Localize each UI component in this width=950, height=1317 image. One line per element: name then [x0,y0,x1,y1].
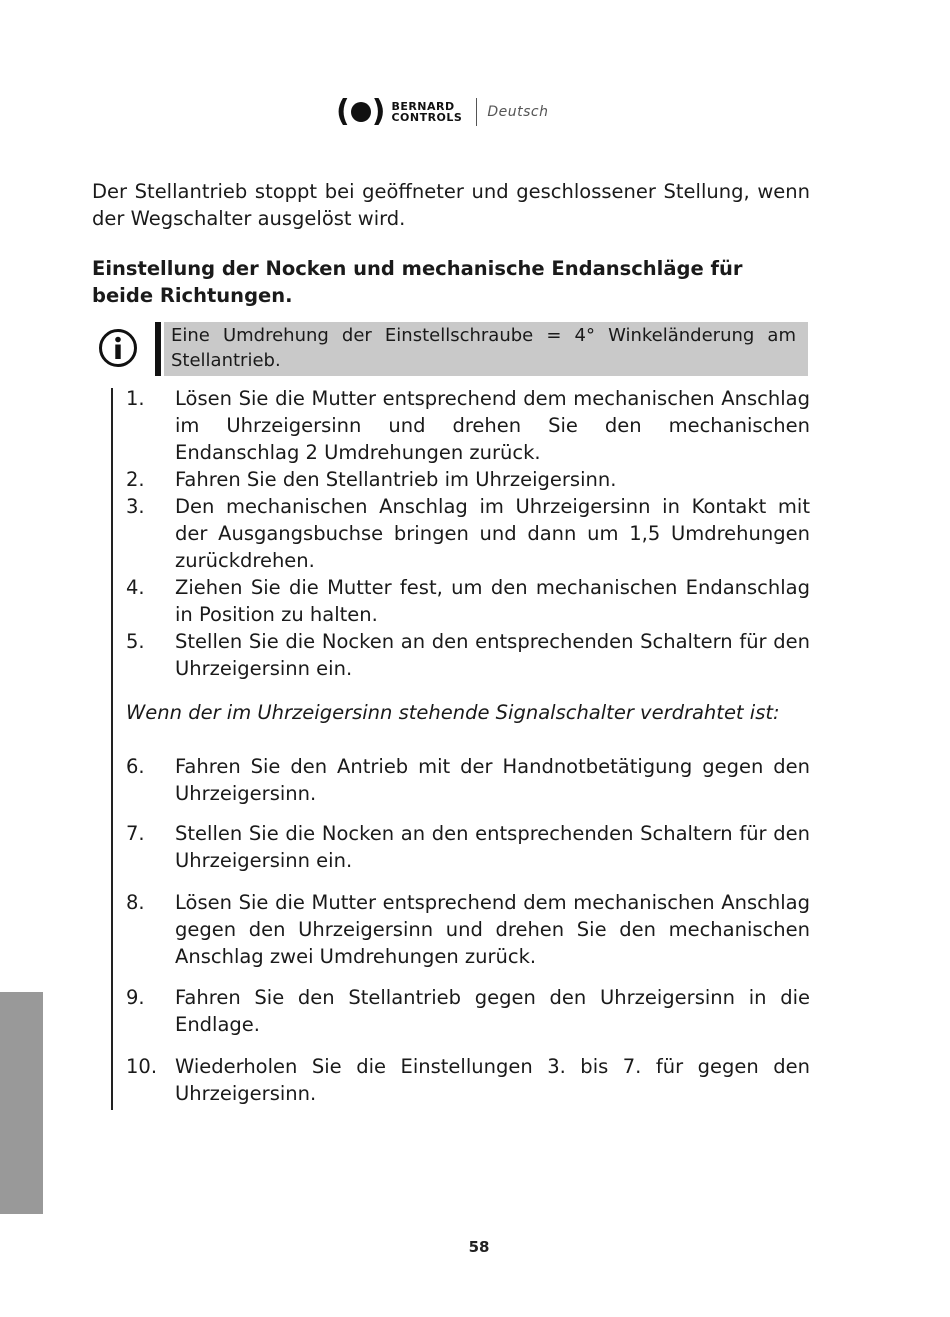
step-number: 6. [126,755,145,778]
step-text: Den mechanischen Anschlag im Uhrzeigersinn in Kontakt mit der Ausgangsbuchse bringen und dann um 1,5 Umdrehungen zurückdrehen. [175,495,810,572]
step-number: 2. [126,468,145,491]
info-note [98,322,808,376]
step-text: Ziehen Sie die Mutter fest, um den mechanischen Endanschlag in Position zu halten. [175,576,810,626]
step-text: Stellen Sie die Nocken an den entsprechenden Schaltern für den Uhrzeigersinn ein. [175,822,810,872]
bernard-controls-logo [336,94,463,129]
step-number: 4. [126,576,145,599]
step-number: 9. [126,986,145,1009]
side-tab [0,992,43,1214]
page-header [336,94,548,130]
step-number: 10. [126,1055,158,1078]
step-number: 5. [126,630,145,653]
note-text: Eine Umdrehung der Einstellschraube = 4° Winkeländerung am Stellantrieb. [164,322,808,376]
logo-line-1: BERNARD [391,100,455,113]
condition-text: Wenn der im Uhrzeigersinn stehende Signalschalter verdrahtet ist: [126,701,780,724]
logo-mark-icon: ( ) [336,94,386,129]
step-number: 1. [126,387,145,410]
logo-line-2: CONTROLS [391,111,463,124]
step-number: 7. [126,822,145,845]
step-text: Lösen Sie die Mutter entsprechend dem mechanischen Anschlag gegen den Uhrzeigersinn und drehen Sie den mechanischen Anschlag zwei Umdrehungen zurück. [175,891,810,968]
step-text: Fahren Sie den Stellantrieb im Uhrzeigersinn. [175,468,617,491]
header-divider [476,98,477,126]
info-icon [98,328,138,368]
page-number: 58 [468,1238,490,1256]
step-text: Fahren Sie den Antrieb mit der Handnotbetätigung gegen den Uhrzeigersinn. [175,755,810,805]
step-text: Wiederholen Sie die Einstellungen 3. bis 7. für gegen den Uhrzeigersinn. [175,1055,810,1105]
step-text: Stellen Sie die Nocken an den entsprechenden Schaltern für den Uhrzeigersinn ein. [175,630,810,680]
step-number: 3. [126,495,145,518]
step-number: 8. [126,891,145,914]
language-label: Deutsch [487,104,549,120]
step-text: Fahren Sie den Stellantrieb gegen den Uhrzeigersinn in die Endlage. [175,986,810,1036]
note-bar [155,322,161,376]
list-margin-line [111,388,113,1110]
intro-paragraph: Der Stellantrieb stoppt bei geöffneter und geschlossener Stellung, wenn der Wegschalter ausgelöst wird. [92,180,810,230]
section-heading: Einstellung der Nocken und mechanische Endanschläge für beide Richtungen. [92,257,743,307]
step-text: Lösen Sie die Mutter entsprechend dem mechanischen Anschlag im Uhrzeigersinn und drehen Sie den mechanischen Endanschlag 2 Umdrehungen zurück. [175,387,810,464]
